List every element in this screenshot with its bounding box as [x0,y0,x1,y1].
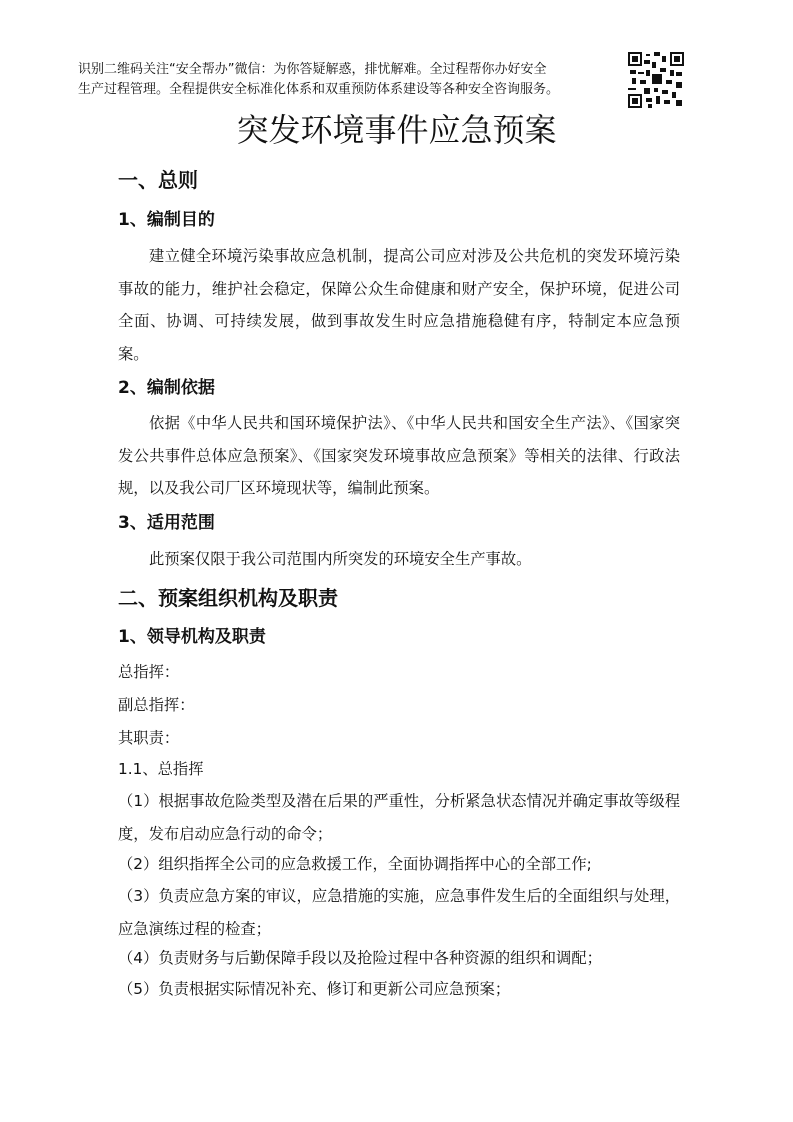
banner-line: 识别二维码关注“安全帮办”微信：为你答疑解惑，排忧解难。全过程帮你办好安全 [78,62,547,77]
qr-code-icon [628,52,684,108]
duty-item: （2）组织指挥全公司的应急救援工作，全面协调指挥中心的全部工作; [118,855,592,873]
subsection-heading: 2、编制依据 [118,378,215,398]
subsection-heading: 1、编制目的 [118,210,215,230]
subsection-heading: 1、领导机构及职责 [118,627,266,647]
duty-item: （3）负责应急方案的审议，应急措施的实施，应急事件发生后的全面组织与处理，应急演练过程的检查； [118,887,680,938]
subsection-heading: 3、适用范围 [118,513,215,533]
duty-item: （1）根据事故危险类型及潜在后果的严重性，分析紧急状态情况并确定事故等级程度，发布启动应急行动的命令； [118,792,680,843]
role-line: 总指挥： [118,663,180,681]
paragraph: 此预案仅限于我公司范围内所突发的环境安全生产事故。 [149,550,532,568]
duty-item: （5）负责根据实际情况补充、修订和更新公司应急预案； [118,980,511,998]
role-line: 其职责： [118,729,180,747]
section-heading: 二、预案组织机构及职责 [118,586,338,610]
duty-item: （4）负责财务与后勤保障手段以及抢险过程中各种资源的组织和调配； [118,949,602,967]
promo-banner [78,60,618,100]
section-heading: 一、总则 [118,168,198,192]
document-title: 突发环境事件应急预案 [236,111,557,149]
paragraph: 依据《中华人民共和国环境保护法》、《中华人民共和国安全生产法》、《国家突发公共事件总体应急预案》、《国家突发环境事故应急预案》等相关的法律、行政法规，以及我公司厂区环境现状等，编制此预案。 [118,414,680,497]
paragraph: 建立健全环境污染事故应急机制，提高公司应对涉及公共危机的突发环境污染事故的能力，维护社会稳定，保障公众生命健康和财产安全，保护环境，促进公司全面、协调、可持续发展，做到事故发生时应急措施稳健有序，特制定本应急预案。 [118,247,680,363]
banner-line: 生产过程管理。全程提供安全标准化体系和双重预防体系建设等各种安全咨询服务。 [78,82,560,97]
role-line: 1.1、总指挥 [118,760,204,778]
role-line: 副总指挥： [118,696,195,714]
